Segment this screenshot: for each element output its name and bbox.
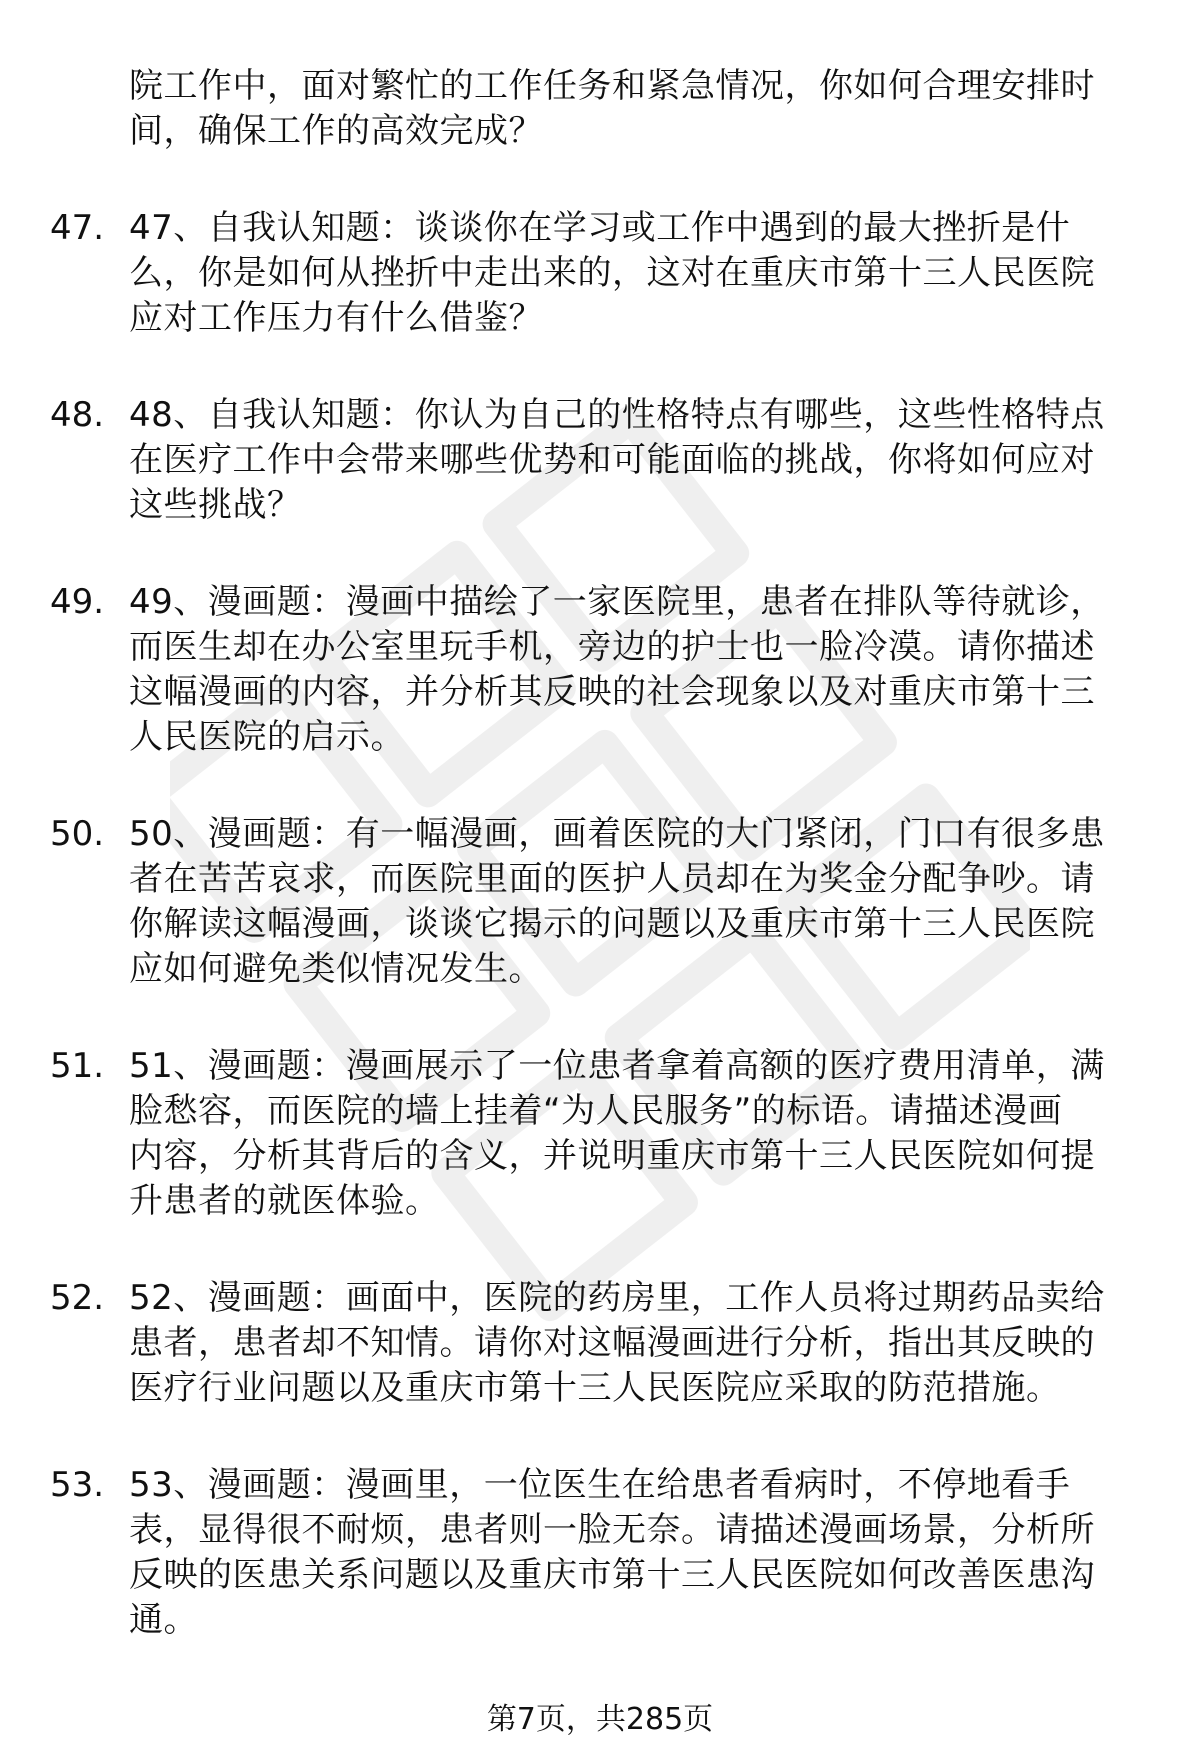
list-item [50,580,1145,760]
text-line: 而医生却在办公室里玩手机，旁边的护士也一脸冷漠。请你描述 [129,627,1095,667]
text-line: 通。 [129,1600,198,1640]
document-body [50,64,1145,1695]
list-item [50,393,1145,528]
text-line: 50、漫画题：有一幅漫画，画着医院的大门紧闭，门口有很多患 [129,814,1105,854]
text-line: 在医疗工作中会带来哪些优势和可能面临的挑战，你将如何应对 [129,440,1095,480]
list-item-text [129,393,1145,528]
list-item-number: 49. [50,582,105,622]
text-line: 48、自我认知题：你认为自己的性格特点有哪些，这些性格特点 [129,395,1105,435]
text-line: 这些挑战？ [129,485,302,525]
list-item-number: 52. [50,1278,105,1318]
list-item-text [129,812,1145,992]
text-line: 么，你是如何从挫折中走出来的，这对在重庆市第十三人民医院 [129,253,1095,293]
list-item-number: 51. [50,1046,105,1086]
text-line: 者在苦苦哀求，而医院里面的医护人员却在为奖金分配争吵。请 [129,859,1095,899]
list-item [50,1463,1145,1643]
text-line: 47、自我认知题：谈谈你在学习或工作中遇到的最大挫折是什 [129,208,1071,248]
text-line: 人民医院的启示。 [129,717,405,757]
text-line: 院工作中，面对繁忙的工作任务和紧急情况，你如何合理安排时 [129,66,1095,106]
text-line: 反映的医患关系问题以及重庆市第十三人民医院如何改善医患沟 [129,1555,1095,1595]
page-footer: 第7页，共285页 [486,1702,714,1737]
list-item-number: 47. [50,208,105,248]
list-item-number: 53. [50,1465,105,1505]
list-item [50,1044,1145,1224]
text-line: 内容，分析其背后的含义，并说明重庆市第十三人民医院如何提 [129,1136,1095,1176]
list-item-number: 48. [50,395,105,435]
text-line: 53、漫画题：漫画里，一位医生在给患者看病时，不停地看手 [129,1465,1071,1505]
text-line: 患者，患者却不知情。请你对这幅漫画进行分析，指出其反映的 [129,1323,1095,1363]
text-line: 应对工作压力有什么借鉴？ [129,298,543,338]
continued-paragraph [129,64,1145,154]
list-item [50,206,1145,341]
list-item-number: 50. [50,814,105,854]
list-item-text [129,1276,1145,1411]
text-line: 表，显得很不耐烦，患者则一脸无奈。请描述漫画场景，分析所 [129,1510,1095,1550]
list-item-text [129,580,1145,760]
text-line: 52、漫画题：画面中，医院的药房里，工作人员将过期药品卖给 [129,1278,1105,1318]
text-line: 医疗行业问题以及重庆市第十三人民医院应采取的防范措施。 [129,1368,1061,1408]
list-item-text [129,1463,1145,1643]
list-item [50,1276,1145,1411]
text-line: 49、漫画题：漫画中描绘了一家医院里，患者在排队等待就诊， [129,582,1105,622]
text-line: 这幅漫画的内容，并分析其反映的社会现象以及对重庆市第十三 [129,672,1095,712]
text-line: 脸愁容，而医院的墙上挂着“为人民服务”的标语。请描述漫画 [129,1091,1063,1131]
text-line: 应如何避免类似情况发生。 [129,949,543,989]
text-line: 你解读这幅漫画，谈谈它揭示的问题以及重庆市第十三人民医院 [129,904,1095,944]
text-line: 间，确保工作的高效完成？ [129,111,543,151]
text-line: 51、漫画题：漫画展示了一位患者拿着高额的医疗费用清单，满 [129,1046,1105,1086]
list-item-text [129,1044,1145,1224]
text-line: 升患者的就医体验。 [129,1181,440,1221]
list-item-text [129,206,1145,341]
list-item [50,812,1145,992]
